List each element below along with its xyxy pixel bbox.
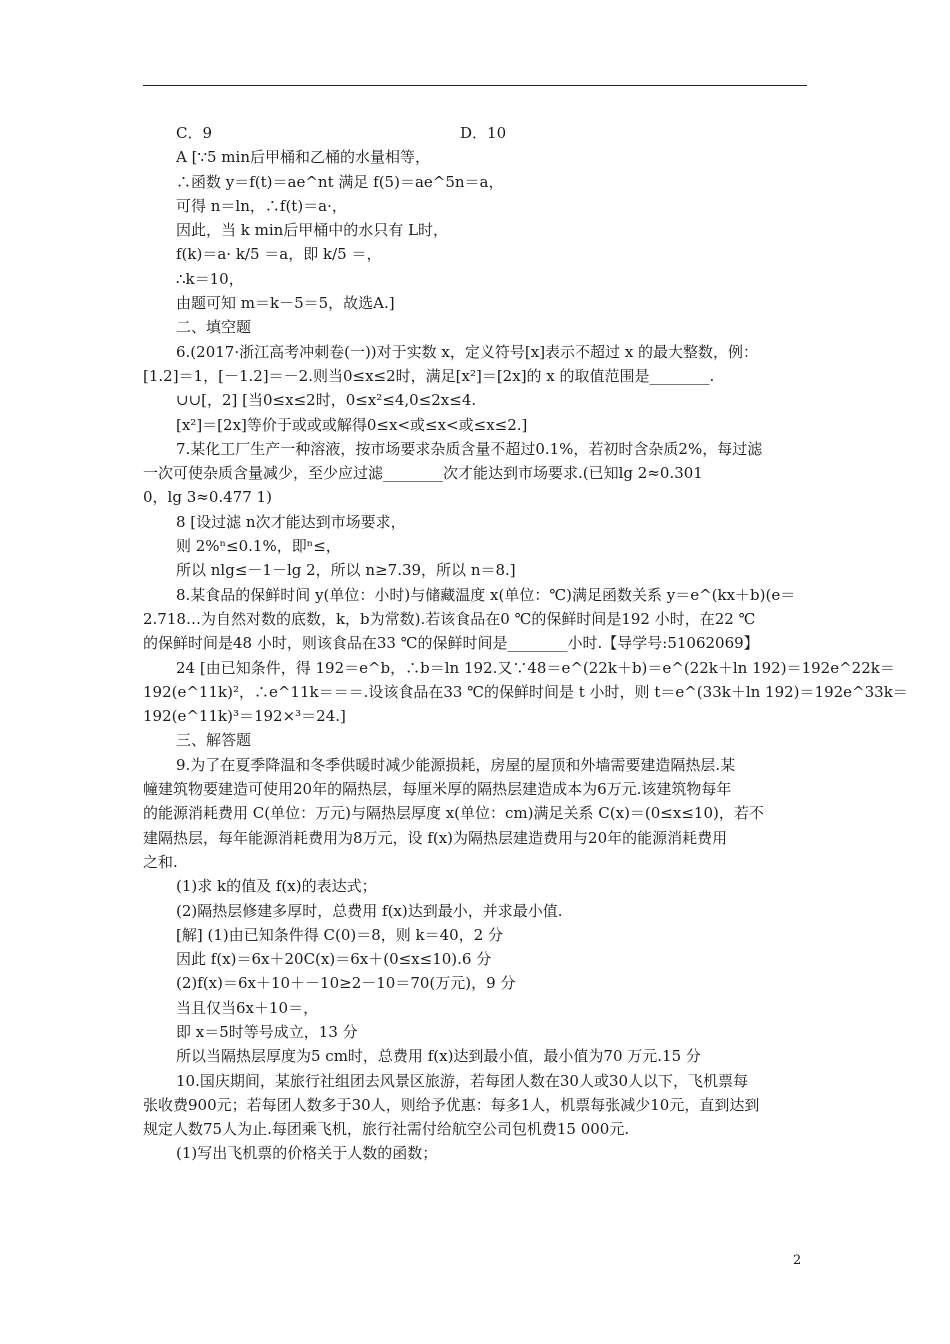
- text-line: 24 [由已知条件，得 192＝e^b，∴b＝ln 192.又∵48＝e^(22k＋b)＝e^(22k＋ln 192)＝192e^22k＝: [176, 658, 895, 677]
- text-line: 的能源消耗费用 C(单位：万元)与隔热层厚度 x(单位：cm)满足关系 C(x)＝(0≤x≤10)，若不: [143, 804, 764, 823]
- text-line: 因此 f(x)＝6x＋20C(x)＝6x＋(0≤x≤10).6 分: [176, 950, 492, 969]
- text-line: 幢建筑物要建造可使用20年的隔热层，每厘米厚的隔热层建造成本为6万元.该建筑物每年: [143, 780, 732, 799]
- text-line: 2.718…为自然对数的底数，k，b为常数).若该食品在0 ℃的保鲜时间是192 小时，在22 ℃: [143, 609, 756, 628]
- text-line: 所以当隔热层厚度为5 cm时，总费用 f(x)达到最小值，最小值为70 万元.15 分: [176, 1047, 701, 1066]
- text-line: 可得 n＝ln，∴f(t)＝a·，: [176, 196, 347, 215]
- text-line: f(k)＝a· k/5 ＝a，即 k/5 ＝，: [176, 245, 382, 264]
- text-line: 规定人数75人为止.每团乘飞机，旅行社需付给航空公司包机费15 000元.: [143, 1120, 630, 1139]
- text-line: ∪∪[，2] [当0≤x≤2时，0≤x²≤4,0≤2x≤4.: [176, 391, 477, 410]
- text-line: 张收费900元；若每团人数多于30人，则给予优惠：每多1人，机票每张减少10元，直到达到: [143, 1095, 760, 1114]
- text-line: A [∵5 min后甲桶和乙桶的水量相等，: [176, 148, 430, 167]
- text-line: 之和.: [143, 852, 178, 871]
- text-line: 10.国庆期间，某旅行社组团去风景区旅游，若每团人数在30人或30人以下，飞机票每: [176, 1071, 749, 1090]
- text-line: 6.(2017·浙江高考冲刺卷(一))对于实数 x，定义符号[x]表示不超过 x 的最大整数，例：: [176, 342, 759, 361]
- text-line: 二、填空题: [176, 318, 252, 337]
- option-1: D．10: [460, 124, 507, 142]
- text-line: (1)求 k的值及 f(x)的表达式；: [176, 877, 377, 896]
- text-line: 由题可知 m＝k－5＝5，故选A.]: [176, 294, 395, 313]
- text-line: 0，lg 3≈0.477 1): [143, 488, 272, 507]
- text-line: 因此，当 k min后甲桶中的水只有 L时，: [176, 221, 449, 240]
- option-0: C．9: [176, 124, 213, 142]
- text-line: (2)f(x)＝6x＋10＋－10≥2－10＝70(万元)，9 分: [176, 974, 516, 993]
- page-number: 2: [793, 1253, 802, 1268]
- document-body: [143, 121, 908, 1166]
- text-line: 建隔热层，每年能源消耗费用为8万元，设 f(x)为隔热层建造费用与20年的能源消耗费用: [143, 828, 728, 847]
- text-line: [1.2]＝1，[－1.2]＝－2.则当0≤x≤2时，满足[x²]＝[2x]的 x 的取值范围是________.: [143, 366, 715, 385]
- text-line: 三、解答题: [176, 731, 252, 750]
- text-line: 则 2%ⁿ≤0.1%，即ⁿ≤，: [176, 537, 341, 556]
- text-line: 192(e^11k)³＝192×³＝24.]: [143, 707, 346, 726]
- text-line: [解] (1)由已知条件得 C(0)＝8，则 k＝40，2 分: [176, 925, 504, 944]
- text-line: (1)写出飞机票的价格关于人数的函数；: [176, 1144, 438, 1163]
- text-line: 所以 nlg≤－1－lg 2，所以 n≥7.39，所以 n＝8.]: [176, 561, 516, 580]
- text-line: ∴k＝10，: [176, 269, 244, 288]
- text-line: 即 x＝5时等号成立，13 分: [176, 1022, 358, 1041]
- text-line: [143, 121, 807, 145]
- header-rule: [143, 85, 807, 86]
- text-line: (2)隔热层修建多厚时，总费用 f(x)达到最小，并求最小值.: [176, 901, 563, 920]
- text-line: 8 [设过滤 n次才能达到市场要求，: [176, 512, 406, 531]
- text-line: 192(e^11k)²，∴e^11k＝＝＝.设该食品在33 ℃的保鲜时间是 t 小时，则 t＝e^(33k＋ln 192)＝192e^33k＝: [143, 682, 908, 701]
- text-line: ∴函数 y＝f(t)＝ae^nt 满足 f(5)＝ae^5n＝a，: [176, 172, 504, 191]
- text-line: 的保鲜时间是48 小时，则该食品在33 ℃的保鲜时间是________小时.【导学号:51062069】: [143, 634, 759, 653]
- text-line: 一次可使杂质含量减少，至少应过滤________次才能达到市场要求.(已知lg 2≈0.301: [143, 464, 703, 483]
- text-line: 8.某食品的保鲜时间 y(单位：小时)与储藏温度 x(单位：℃)满足函数关系 y＝e^(kx＋b)(e＝: [176, 585, 796, 604]
- text-line: 当且仅当6x＋10＝，: [176, 998, 319, 1017]
- text-line: 7.某化工厂生产一种溶液，按市场要求杂质含量不超过0.1%，若初时含杂质2%，每过滤: [176, 439, 763, 458]
- text-line: [x²]＝[2x]等价于或或或解得0≤x<或≤x<或≤x≤2.]: [176, 415, 528, 434]
- text-line: 9.为了在夏季降温和冬季供暖时减少能源损耗，房屋的屋顶和外墙需要建造隔热层.某: [176, 755, 736, 774]
